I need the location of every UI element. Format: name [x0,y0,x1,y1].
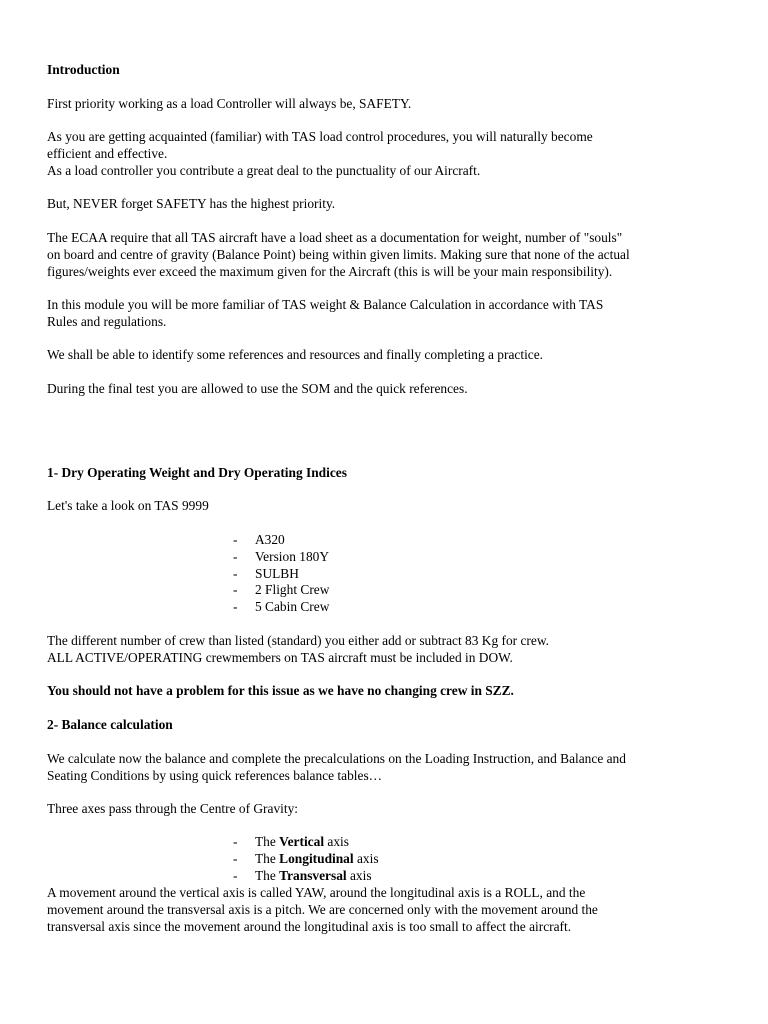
list-item-text: 2 Flight Crew [255,582,330,597]
section-2-paragraph-3-line-1: A movement around the vertical axis is called YAW, around the longitudinal axis is a ROLL, and the [47,885,586,900]
intro-paragraph-2-line-3: As a load controller you contribute a great deal to the punctuality of our Aircraft. [47,163,481,178]
section-2-paragraph-1-line-1: We calculate now the balance and complete the precalculations on the Loading Instruction, and Balance and [47,751,626,766]
section-2-heading: 2- Balance calculation [47,717,173,732]
aircraft-spec-item [233,599,329,616]
intro-paragraph-3: But, NEVER forget SAFETY has the highest priority. [47,196,336,211]
axis-item [233,851,379,868]
list-dash: - [233,851,238,866]
section-1-lead: Let's take a look on TAS 9999 [47,498,209,513]
intro-paragraph-1: First priority working as a load Controller will always be, SAFETY. [47,96,412,111]
section-2-paragraph-3-line-3: transversal axis since the movement around the longitudinal axis is too small to affect the aircraft. [47,919,572,934]
section-2-paragraph-3-line-2: movement around the transversal axis is a pitch. We are concerned only with the movement around the [47,902,598,917]
axis-term: Longitudinal [279,851,354,866]
list-dash: - [233,599,238,614]
intro-paragraph-4-line-2: on board and centre of gravity (Balance Point) being within given limits. Making sure that none of the actual [47,247,630,262]
section-2-paragraph-2: Three axes pass through the Centre of Gravity: [47,801,298,816]
intro-paragraph-2-line-2: efficient and effective. [47,146,168,161]
section-1-heading: 1- Dry Operating Weight and Dry Operating Indices [47,465,347,480]
list-dash: - [233,834,238,849]
section-1-paragraph-line-2: ALL ACTIVE/OPERATING crewmembers on TAS aircraft must be included in DOW. [47,650,513,665]
intro-paragraph-4-line-3: figures/weights ever exceed the maximum given for the Aircraft (this is will be your main responsibility). [47,264,613,279]
axis-prefix: The [255,834,280,849]
intro-paragraph-2-line-1: As you are getting acquainted (familiar) with TAS load control procedures, you will naturally become [47,129,593,144]
aircraft-spec-item [233,566,299,583]
list-dash: - [233,566,238,581]
axis-prefix: The [255,851,280,866]
list-dash: - [233,868,238,883]
aircraft-spec-item [233,582,329,599]
axis-term: Vertical [279,834,325,849]
intro-heading: Introduction [47,62,120,77]
axis-item [233,834,349,851]
intro-paragraph-5-line-2: Rules and regulations. [47,314,167,329]
axis-prefix: The [255,868,280,883]
list-item-text: Version 180Y [255,549,330,564]
axis-item [233,868,372,885]
intro-paragraph-4-line-1: The ECAA require that all TAS aircraft have a load sheet as a documentation for weight, number of "souls" [47,230,623,245]
list-dash: - [233,549,238,564]
intro-paragraph-6: We shall be able to identify some references and resources and finally completing a practice. [47,347,544,362]
list-item-text: SULBH [255,566,299,581]
aircraft-spec-item [233,532,285,549]
section-1-note: You should not have a problem for this issue as we have no changing crew in SZZ. [47,683,514,698]
section-2-paragraph-1-line-2: Seating Conditions by using quick references balance tables… [47,768,383,783]
list-item-text: 5 Cabin Crew [255,599,330,614]
intro-paragraph-5-line-1: In this module you will be more familiar of TAS weight & Balance Calculation in accordance with TAS [47,297,604,312]
list-dash: - [233,532,238,547]
list-dash: - [233,582,238,597]
axis-suffix: axis [346,868,372,883]
section-1-paragraph-line-1: The different number of crew than listed (standard) you either add or subtract 83 Kg for crew. [47,633,549,648]
intro-paragraph-7: During the final test you are allowed to use the SOM and the quick references. [47,381,468,396]
axis-term: Transversal [279,868,347,883]
list-item-text: A320 [255,532,285,547]
axis-suffix: axis [353,851,379,866]
aircraft-spec-item [233,549,329,566]
axis-suffix: axis [324,834,349,849]
